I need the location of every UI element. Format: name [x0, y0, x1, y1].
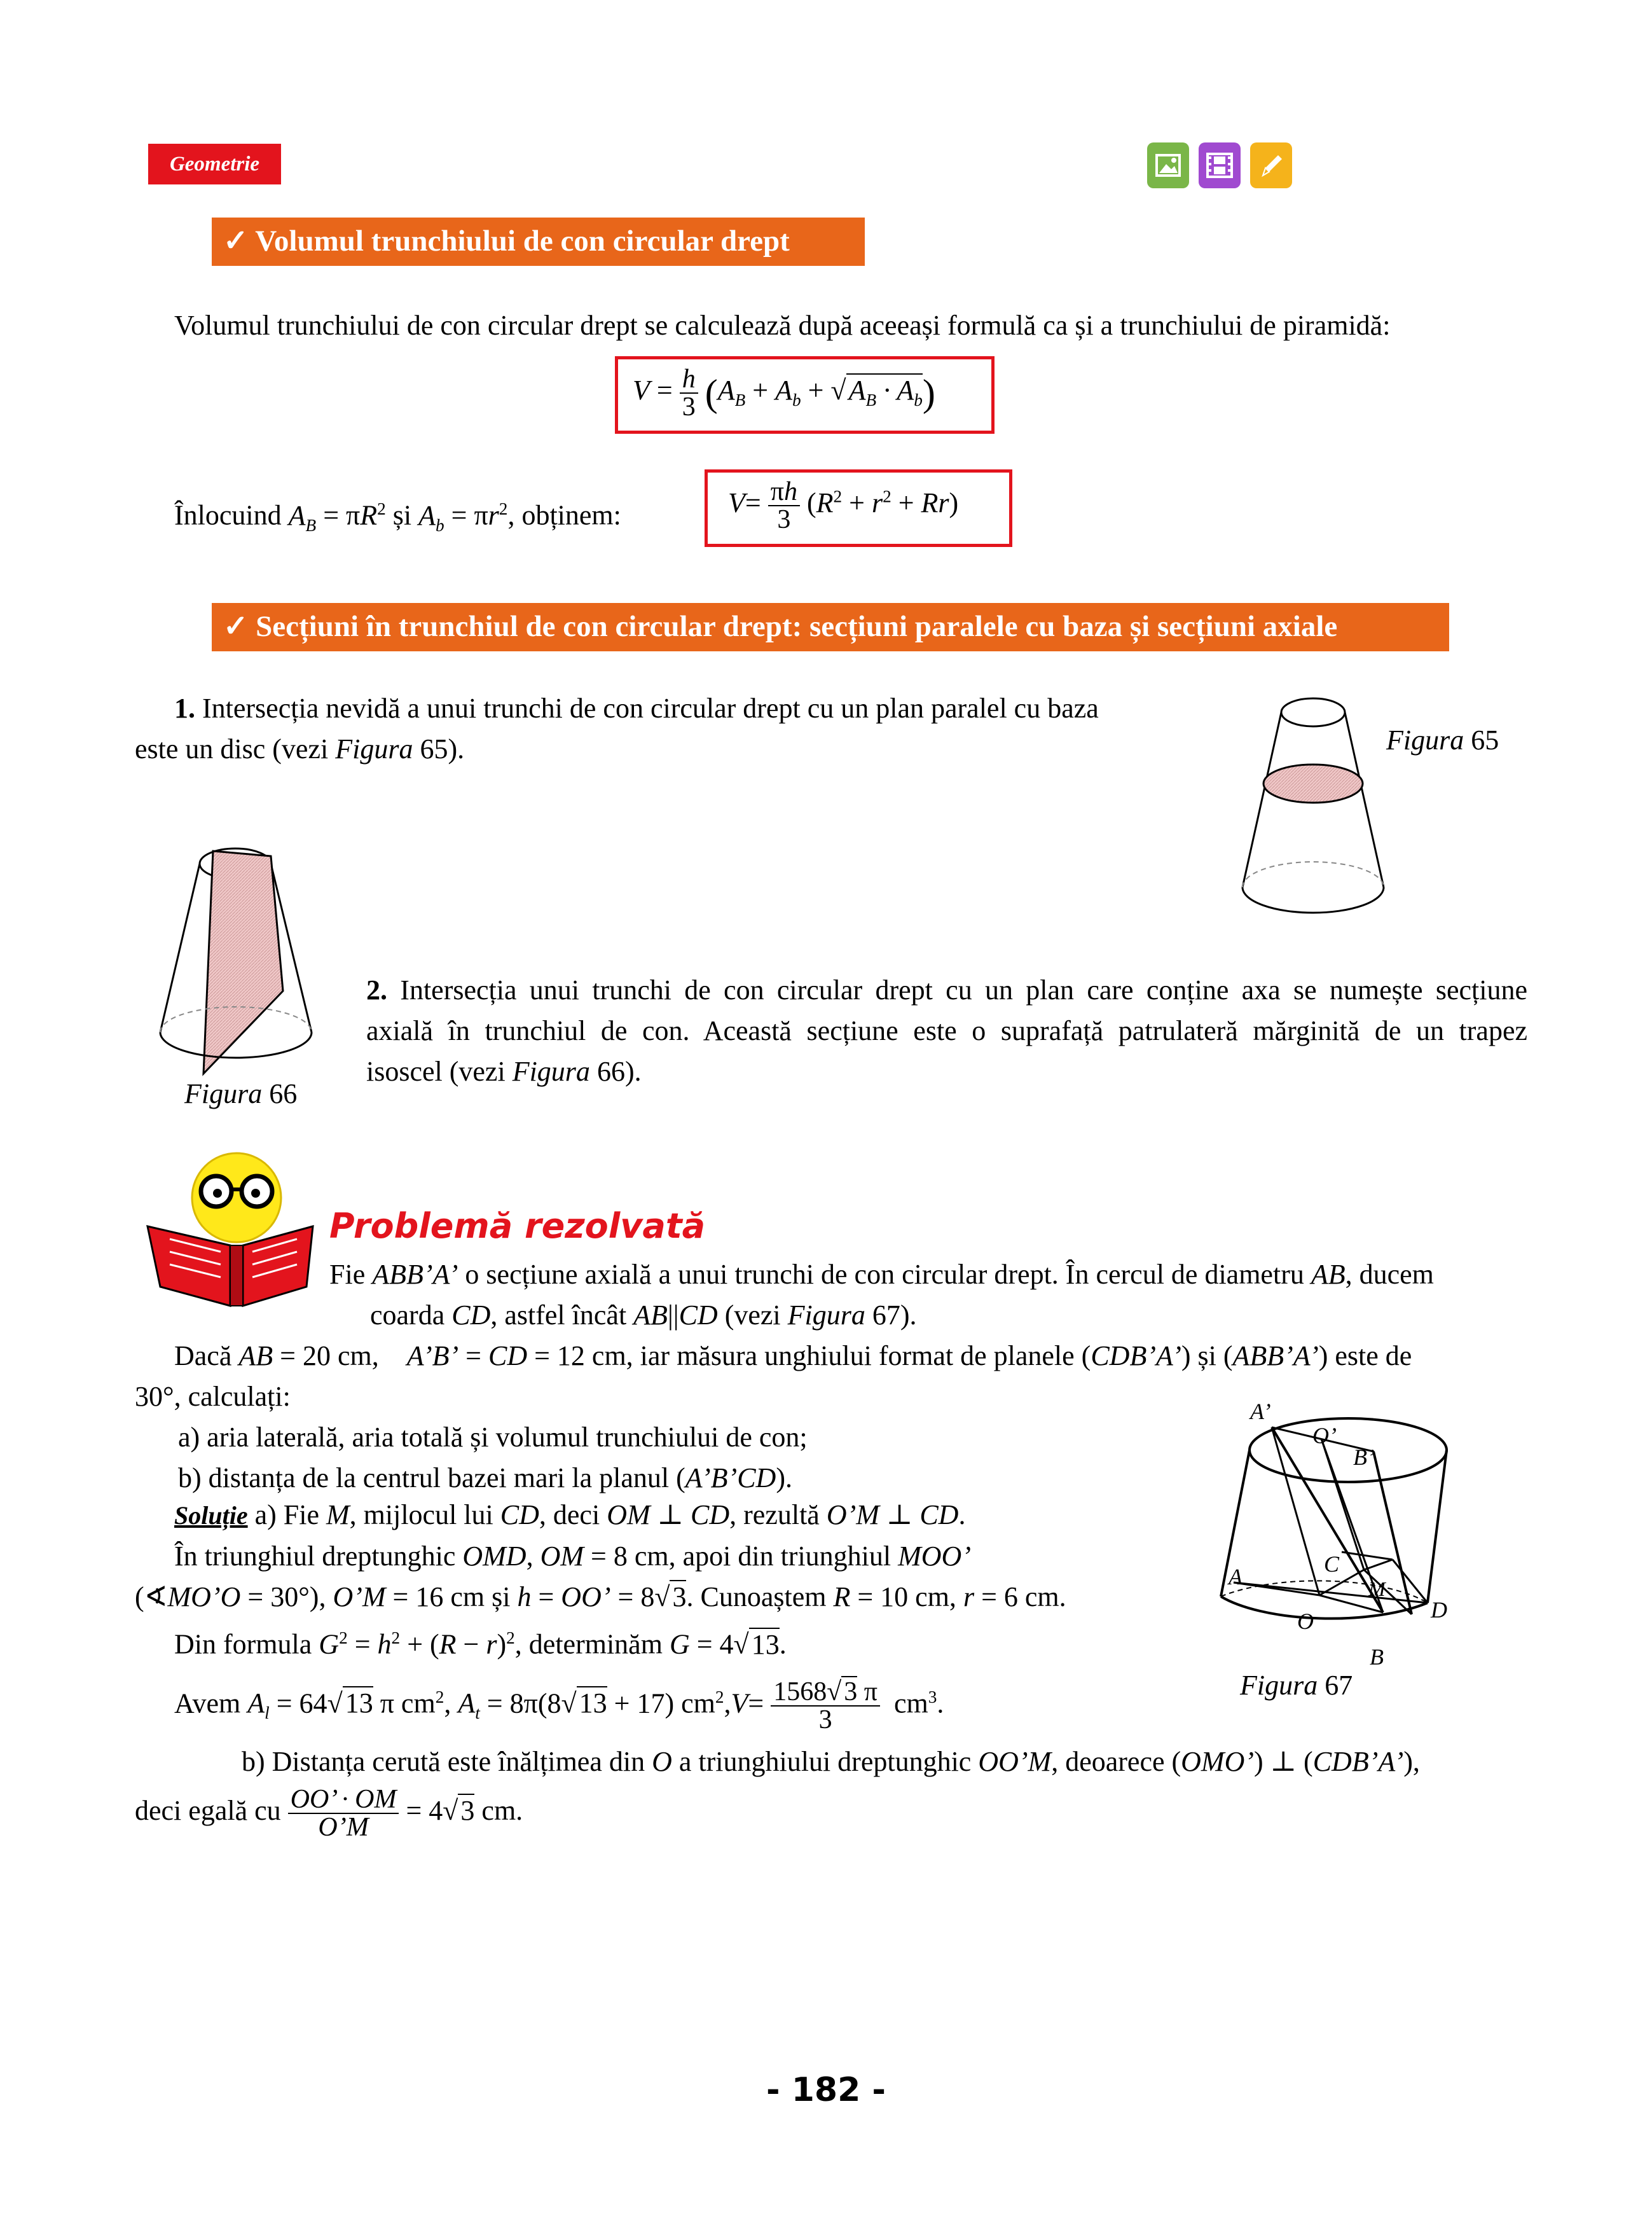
s5k-num: 1568 — [773, 1677, 827, 1707]
figure-66-caption — [184, 1074, 297, 1114]
p3d: A’B’ — [406, 1340, 459, 1371]
problem-title: Problemă rezolvată — [329, 1206, 706, 1246]
s5f: = 8π(8 — [479, 1687, 561, 1719]
p3j: ABB’A’ — [1232, 1340, 1319, 1371]
fig67-word: Figura — [1240, 1670, 1318, 1701]
p4: 30°, calculați: — [135, 1381, 291, 1412]
replace-text-c: , obținem: — [507, 499, 621, 531]
replace-text-b: și — [392, 499, 412, 531]
s3i: = 8 — [610, 1581, 655, 1612]
s3j: 3 — [670, 1580, 686, 1612]
s3f: h — [517, 1581, 532, 1612]
s6f: OMO’ — [1181, 1746, 1255, 1777]
section1-title: ✓ Volumul trunchiului de con circular drept — [212, 218, 865, 266]
solution-label: Soluție — [174, 1501, 248, 1530]
s5a: Avem — [174, 1687, 248, 1719]
s2f: MOO’ — [898, 1541, 971, 1572]
figure-65 — [1234, 693, 1393, 948]
s6c: a triunghiului dreptunghic — [671, 1746, 979, 1777]
p1e: , ducem — [1345, 1259, 1434, 1290]
s1e: , deci — [539, 1499, 607, 1530]
image-icon[interactable] — [1147, 142, 1189, 188]
p2a: coarda — [370, 1299, 452, 1331]
solution: Soluție a) Fie M, mijlocul lui CD, deci OM ⊥ CD, rezultă O’M ⊥ CD. În triunghiul dreptunghic OMD, OM = 8 cm, apoi din triunghiul MOO’ (∢MO’O = 30°), O’M = 16 cm și h = OO’ = 8√3. Cunoaștem R = 10 cm, r = 6 cm. Din formula $G^2 = h^2 + (R - r)^2$, determinăm G = 4√13. Avem $A_l = 64√13$ π $cm^2$, $A_t = 8\pi(8√13 + 17)$ $cm^2,V=$ $\frac{1568√3 \pi}{3}$ $cm^3$. — [135, 1499, 1066, 1735]
film-icon[interactable] — [1199, 142, 1241, 188]
item1-line2c: 65). — [413, 733, 465, 765]
figure-66 — [153, 838, 324, 1080]
p3c: = 20 cm, — [273, 1340, 379, 1371]
fig67-label-B: B — [1370, 1644, 1384, 1670]
qb-a: b) distanța de la centrul bazei mari la planul ( — [178, 1462, 685, 1493]
s3m: = 10 cm, — [850, 1581, 963, 1612]
s6h: CDB’A’ — [1312, 1746, 1404, 1777]
p2c: , astfel încât — [490, 1299, 634, 1331]
s7c: 3 — [458, 1794, 474, 1826]
s3h: OO’ — [561, 1581, 611, 1612]
p3k: ) este de — [1318, 1340, 1412, 1371]
s7d: cm. — [474, 1795, 523, 1827]
s3g: = — [531, 1581, 561, 1612]
p3i: ) și ( — [1181, 1340, 1233, 1371]
s5k-den: 3 — [818, 1705, 832, 1735]
pencil-icon[interactable] — [1250, 142, 1292, 188]
fig65-word: Figura — [1386, 724, 1464, 756]
s5d: π cm — [373, 1687, 436, 1719]
s7-num: OO’ · OM — [288, 1786, 399, 1814]
s1m: . — [958, 1499, 966, 1530]
fig67-label-O-prime: O’ — [1312, 1423, 1337, 1448]
fig67-label-O: O — [1297, 1609, 1314, 1634]
fig67-label-A: A — [1229, 1564, 1242, 1589]
s5l: cm — [894, 1687, 928, 1719]
s3c: = 30°), — [240, 1581, 333, 1612]
s2b: OMD — [462, 1541, 527, 1572]
s2c: , — [526, 1541, 540, 1572]
s5m: . — [937, 1687, 944, 1719]
p2h: Figura — [787, 1299, 865, 1331]
item2-line1: Intersecția unui trunchi de con circular drept cu un plan care conține axa se numește secțiune — [400, 974, 1528, 1006]
item2-line3c: 66). — [589, 1056, 642, 1087]
s4a: Din formula — [174, 1628, 319, 1660]
section2-title: ✓ Secțiuni în trunchiul de con circular drept: secțiuni paralele cu baza și secțiuni axiale — [212, 603, 1449, 651]
s5i: , — [724, 1687, 731, 1719]
p2g: (vezi — [717, 1299, 788, 1331]
item2-line2: axială în trunchiul de con. Această secțiune este o suprafață patrulateră mărginită de un trapez — [366, 1015, 1527, 1046]
s4e: 13 — [749, 1628, 780, 1660]
s1c: , mijlocul lui — [349, 1499, 500, 1530]
figure-65-caption — [1386, 720, 1499, 761]
s5b: = 64 — [269, 1687, 327, 1719]
s2e: = 8 cm, apoi din triunghiul — [584, 1541, 898, 1572]
section1-intro: Volumul trunchiului de con circular drept se calculează după aceeași formulă ca și a trunchiului de piramidă: — [174, 310, 1391, 341]
p1b: ABB’A’ — [372, 1259, 458, 1290]
s7b: = 4 — [399, 1795, 443, 1827]
fig67-num: 67 — [1318, 1670, 1353, 1701]
p3e: = — [458, 1340, 488, 1371]
s2a: În triunghiul dreptunghic — [174, 1541, 463, 1572]
s1h: CD — [691, 1499, 730, 1530]
p1a: Fie — [329, 1259, 373, 1290]
p2f: CD — [678, 1299, 718, 1331]
item1 — [135, 688, 1216, 770]
item2 — [366, 970, 1527, 1092]
fig67-label-B-prime: B’ — [1353, 1444, 1375, 1470]
s1g: ⊥ — [650, 1499, 691, 1530]
s6i: ), — [1403, 1746, 1420, 1777]
s4f: . — [779, 1628, 787, 1660]
s1l: CD — [919, 1499, 959, 1530]
fig67-label-M: M — [1368, 1577, 1386, 1600]
replace-text-a: Înlocuind — [174, 499, 282, 531]
qb-c: ). — [776, 1462, 792, 1493]
s3a: (∢ — [135, 1581, 168, 1612]
fig65-num: 65 — [1464, 724, 1499, 756]
fig66-num: 66 — [262, 1078, 298, 1109]
replace-text: Înlocuind $A_B = \pi R^2$ și $A_b = \pi r^2$, obținem: — [174, 499, 621, 535]
s5j: = — [748, 1687, 764, 1719]
formula-volume-general: V = $\frac{h}{3}$ $(A_B + A_b + √A_B \cdot A_b)$ — [633, 364, 935, 422]
s3n: r — [963, 1581, 975, 1612]
p1c: o secțiune axială a unui trunchi de con circular drept. În cercul de diametru — [458, 1259, 1311, 1290]
s7a: deci egală cu — [135, 1795, 281, 1827]
s4d: = 4 — [689, 1628, 734, 1660]
figure-67-caption — [1240, 1665, 1353, 1706]
s6d: OO’M — [978, 1746, 1052, 1777]
s6g: ) ⊥ ( — [1254, 1746, 1313, 1777]
p2d: AB — [633, 1299, 668, 1331]
solution-b: b) Distanța cerută este înălțimea din O a triunghiului dreptunghic OO’M, deoarece (OMO’) ⊥ (CDB’A’), deci egală cu $\frac{OO’ \cdot OM}{O’M}$ = 4√3 cm. — [135, 1746, 1420, 1842]
figure-67 — [1208, 1399, 1475, 1705]
question-a: a) aria laterală, aria totală și volumul trunchiului de con; — [178, 1422, 808, 1453]
s1j: O’M — [826, 1499, 879, 1530]
p3b: AB — [238, 1340, 273, 1371]
item1-line1: Intersecția nevidă a unui trunchi de con circular drept cu un plan paralel cu baza — [202, 693, 1099, 724]
s3d: O’M — [333, 1581, 386, 1612]
s1k: ⊥ — [879, 1499, 920, 1530]
s1f: OM — [607, 1499, 650, 1530]
item1-line2b: Figura — [335, 733, 413, 765]
s3b: MO’O — [167, 1581, 241, 1612]
item2-num: 2. — [366, 974, 387, 1006]
fig67-label-C: C — [1324, 1551, 1340, 1577]
p2e: || — [667, 1299, 679, 1331]
s3l: R — [833, 1581, 851, 1612]
s1a: a) Fie — [247, 1499, 326, 1530]
s1b: M — [326, 1499, 350, 1530]
p2i: 67). — [865, 1299, 917, 1331]
s6b: O — [652, 1746, 672, 1777]
s6e: , deoarece ( — [1051, 1746, 1181, 1777]
s3e: = 16 cm și — [385, 1581, 518, 1612]
item1-num: 1. — [174, 693, 195, 724]
s6a: b) Distanța cerută este înălțimea din — [242, 1746, 652, 1777]
p1d: AB — [1311, 1259, 1346, 1290]
s5h: + 17) cm — [607, 1687, 715, 1719]
s3o: = 6 cm. — [974, 1581, 1066, 1612]
s2d: OM — [540, 1541, 584, 1572]
s5c: 13 — [343, 1686, 373, 1719]
fig67-label-D: D — [1431, 1597, 1447, 1623]
s3k: . Cunoaștem — [686, 1581, 834, 1612]
fig66-word: Figura — [184, 1078, 263, 1109]
p3h: CDB’A’ — [1091, 1340, 1181, 1371]
item1-line2a: este un disc (vezi — [135, 733, 336, 765]
s5g: 13 — [577, 1686, 607, 1719]
s5k-pi: π — [857, 1677, 878, 1707]
s5e: , — [444, 1687, 458, 1719]
fig67-label-A-prime: A’ — [1250, 1399, 1271, 1424]
section-tag: Geometrie — [148, 144, 281, 184]
p3g: = 12 cm, iar măsura unghiului format de planele ( — [527, 1340, 1091, 1371]
s4b: , determinăm — [514, 1628, 670, 1660]
item2-line3a: isoscel (vezi — [366, 1056, 513, 1087]
p3a: Dacă — [174, 1340, 239, 1371]
s1d: CD — [500, 1499, 539, 1530]
item2-line3b: Figura — [512, 1056, 590, 1087]
qb-b: A’B’CD — [685, 1462, 776, 1493]
formula-volume-cone: V= $\frac{\pi h}{3}$ $(R^2 + r^2 + Rr)$ — [728, 477, 959, 534]
s4c: G — [669, 1628, 690, 1660]
s5k-sqrt: 3 — [841, 1676, 857, 1707]
p2b: CD — [451, 1299, 491, 1331]
page-number: - 182 - — [766, 2071, 886, 2109]
s7-den: O’M — [318, 1813, 369, 1842]
s1i: , rezultă — [729, 1499, 827, 1530]
p3f: CD — [488, 1340, 528, 1371]
